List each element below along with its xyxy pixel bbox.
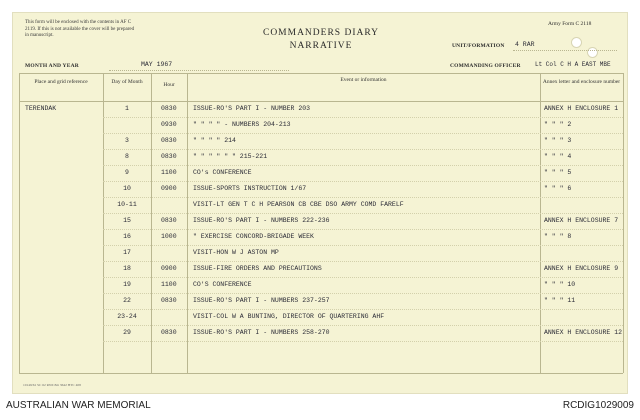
event-cell: " " " " - NUMBERS 204-213 [193,121,291,128]
table-row [13,294,629,310]
event-cell: CO'S CONFERENCE [193,281,252,288]
archive-reference: RCDIG1029009 [562,400,634,411]
table-row [13,134,629,150]
hour-cell: 0830 [161,153,177,160]
hour-cell: 0830 [161,329,177,336]
event-cell: VISIT-COL W A BUNTING, DIRECTOR OF QUARTERING AHF [193,313,385,320]
day-cell: 15 [123,217,131,224]
annex-cell: " " " 11 [544,297,576,304]
co-value: Lt Col C H A EAST MBE [535,61,611,68]
col-header-day: Day of Month [111,79,143,85]
day-cell: 8 [125,153,129,160]
hour-cell: 1100 [161,281,177,288]
day-cell: 22 [123,297,131,304]
hour-cell: 0830 [161,105,177,112]
hour-cell: 0930 [161,121,177,128]
col-header-place: Place and grid reference [34,79,88,85]
event-cell: CO's CONFERENCE [193,169,252,176]
annex-cell: " " " 8 [544,233,572,240]
annex-cell: " " " 3 [544,137,572,144]
table-row [13,182,629,198]
event-cell: VISIT-HON W J ASTON MP [193,249,279,256]
event-cell: ISSUE-SPORTS INSTRUCTION 1/67 [193,185,307,192]
day-cell: 16 [123,233,131,240]
hour-cell: 1000 [161,233,177,240]
event-cell: ISSUE-FIRE ORDERS AND PRECAUTIONS [193,265,322,272]
event-cell: VISIT-LT GEN T C H PEARSON CB CBE DSO ARMY COMD FARELF [193,201,404,208]
event-cell: " " " " " " 215-221 [193,153,268,160]
event-cell: ISSUE-RO'S PART I - NUMBER 203 [193,105,311,112]
event-cell: " EXERCISE CONCORD-BRIGADE WEEK [193,233,314,240]
event-cell: ISSUE-RO'S PART I - NUMBERS 237-257 [193,297,330,304]
table-row [13,262,629,278]
col-header-event: Event or information [340,77,387,83]
unit-label: UNIT/FORMATION [452,43,505,49]
day-cell: 1 [125,105,129,112]
day-cell: 9 [125,169,129,176]
co-label: COMMANDING OFFICER [450,63,521,69]
annex-cell: " " " 5 [544,169,572,176]
day-cell: 23-24 [117,313,137,320]
day-cell: 10 [123,185,131,192]
unit-value: 4 RAR [515,41,535,48]
hour-cell: 0830 [161,137,177,144]
annex-cell: " " " 2 [544,121,572,128]
form-number: Army Form C 2118 [548,21,592,27]
table-row [13,150,629,166]
table-row [13,166,629,182]
event-cell: ISSUE-RO'S PART I - NUMBERS 222-236 [193,217,330,224]
day-cell: 17 [123,249,131,256]
day-cell: 18 [123,265,131,272]
table-row [13,102,629,118]
col-header-hour: Hour [163,82,175,88]
annex-cell: " " " 10 [544,281,576,288]
hour-cell: 0830 [161,217,177,224]
day-cell: 29 [123,329,131,336]
annex-cell: " " " 6 [544,185,572,192]
annex-cell: ANNEX H ENCLOSURE 9 [544,265,619,272]
day-cell: 19 [123,281,131,288]
diary-subtitle: NARRATIVE [289,41,353,51]
day-cell: 10-11 [117,201,137,208]
diary-title: COMMANDERS DIARY [262,28,380,38]
hour-cell: 0900 [161,265,177,272]
enclosure-note: This form will be enclosed with the contents in AF C 2119. If this is not available the cover will be prepared in manuscript. [25,20,135,38]
col-header-annex: Annex letter and enclosure number [542,79,621,85]
annex-cell: ANNEX H ENCLOSURE 7 [544,217,619,224]
diary-sheet [12,12,628,394]
print-code: 10149/61 SC 62 RNZ 8m 3642 HTC 408 [23,383,81,387]
table-row [13,278,629,294]
table-row [13,230,629,246]
month-value: MAY 1967 [141,61,173,68]
table-row [13,310,629,326]
table-row [13,326,629,342]
annex-cell: ANNEX H ENCLOSURE 12 [544,329,623,336]
month-label: MONTH AND YEAR [25,63,79,69]
table-row [13,118,629,134]
event-cell: ISSUE-RO'S PART I - NUMBERS 258-270 [193,329,330,336]
event-cell: " " " " 214 [193,137,236,144]
place-cell: TERENDAK [25,105,57,112]
table-row [13,198,629,214]
annex-cell: ANNEX H ENCLOSURE 1 [544,105,619,112]
table-row [13,246,629,262]
table-row [13,214,629,230]
hour-cell: 0830 [161,297,177,304]
hour-cell: 0900 [161,185,177,192]
archive-name: AUSTRALIAN WAR MEMORIAL [6,400,151,411]
annex-cell: " " " 4 [544,153,572,160]
day-cell: 3 [125,137,129,144]
hour-cell: 1100 [161,169,177,176]
